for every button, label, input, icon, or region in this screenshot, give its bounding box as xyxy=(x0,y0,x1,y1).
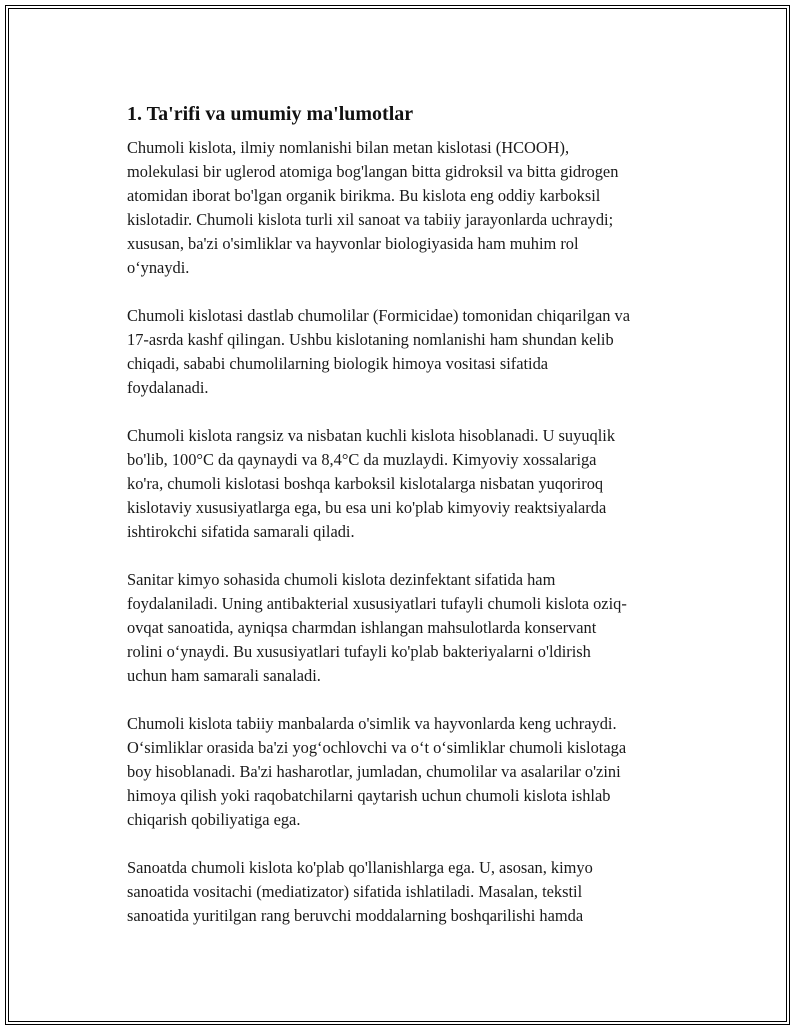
text-line: foydalaniladi. Uning antibakterial xususiyatlari tufayli chumoli kislota oziq- xyxy=(127,594,627,613)
text-line: sanoatida yuritilgan rang beruvchi moddalarning boshqarilishi hamda xyxy=(127,906,584,925)
text-line: foydalanadi. xyxy=(127,378,209,397)
text-line: ko'ra, chumoli kislotasi boshqa karboksil kislotalarga nisbatan yuqoriroq xyxy=(127,474,604,493)
text-line: boy hisoblanadi. Ba'zi hasharotlar, jumladan, chumolilar va asalarilar o'zini xyxy=(127,762,621,781)
text-line: o‘ynaydi. xyxy=(127,258,190,277)
text-line: 17-asrda kashf qilingan. Ushbu kislotaning nomlanishi ham shundan kelib xyxy=(127,330,614,349)
paragraph-natural-sources xyxy=(127,712,697,832)
paragraph-definition xyxy=(127,136,697,280)
text-line: Chumoli kislotasi dastlab chumolilar (Formicidae) tomonidan chiqarilgan va xyxy=(127,306,630,325)
text-line: Chumoli kislota, ilmiy nomlanishi bilan metan kislotasi (HCOOH), xyxy=(127,138,570,157)
text-line: O‘simliklar orasida ba'zi yog‘ochlovchi va o‘t o‘simliklar chumoli kislotaga xyxy=(127,738,627,757)
text-line: himoya qilish yoki raqobatchilarni qaytarish uchun chumoli kislota ishlab xyxy=(127,786,611,805)
text-line: bo'lib, 100°C da qaynaydi va 8,4°C da muzlaydi. Kimyoviy xossalariga xyxy=(127,450,597,469)
page-frame xyxy=(5,5,790,1025)
text-line: ovqat sanoatida, ayniqsa charmdan ishlangan mahsulotlarda konservant xyxy=(127,618,597,637)
text-line: kislotadir. Chumoli kislota turli xil sanoat va tabiiy jarayonlarda uchraydi; xyxy=(127,210,614,229)
text-line: uchun ham samarali sanaladi. xyxy=(127,666,321,685)
text-line: Chumoli kislota rangsiz va nisbatan kuchli kislota hisoblanadi. U suyuqlik xyxy=(127,426,616,445)
text-line: sanoatida vositachi (mediatizator) sifatida ishlatiladi. Masalan, tekstil xyxy=(127,882,583,901)
text-line: kislotaviy xususiyatlarga ega, bu esa uni ko'plab kimyoviy reaktsiyalarda xyxy=(127,498,607,517)
text-line: Sanitar kimyo sohasida chumoli kislota dezinfektant sifatida ham xyxy=(127,570,556,589)
paragraph-industry xyxy=(127,856,697,928)
text-line: Sanoatda chumoli kislota ko'plab qo'llanishlarga ega. U, asosan, kimyo xyxy=(127,858,593,877)
paragraph-properties xyxy=(127,424,697,544)
text-line: chiqadi, sababi chumolilarning biologik himoya vositasi sifatida xyxy=(127,354,549,373)
section-heading: 1. Ta'rifi va umumiy ma'lumotlar xyxy=(127,103,414,125)
text-line: molekulasi bir uglerod atomiga bog'langan bitta gidroksil va bitta gidrogen xyxy=(127,162,619,181)
text-line: atomidan iborat bo'lgan organik birikma. Bu kislota eng oddiy karboksil xyxy=(127,186,601,205)
text-line: Chumoli kislota tabiiy manbalarda o'simlik va hayvonlarda keng uchraydi. xyxy=(127,714,617,733)
text-line: chiqarish qobiliyatiga ega. xyxy=(127,810,301,829)
document-body xyxy=(127,101,697,952)
text-line: xususan, ba'zi o'simliklar va hayvonlar biologiyasida ham muhim rol xyxy=(127,234,579,253)
paragraph-sanitary-use xyxy=(127,568,697,688)
text-line: rolini o‘ynaydi. Bu xususiyatlari tufayli ko'plab bakteriyalarni o'ldirish xyxy=(127,642,591,661)
paragraph-history xyxy=(127,304,697,400)
text-line: ishtirokchi sifatida samarali qiladi. xyxy=(127,522,355,541)
